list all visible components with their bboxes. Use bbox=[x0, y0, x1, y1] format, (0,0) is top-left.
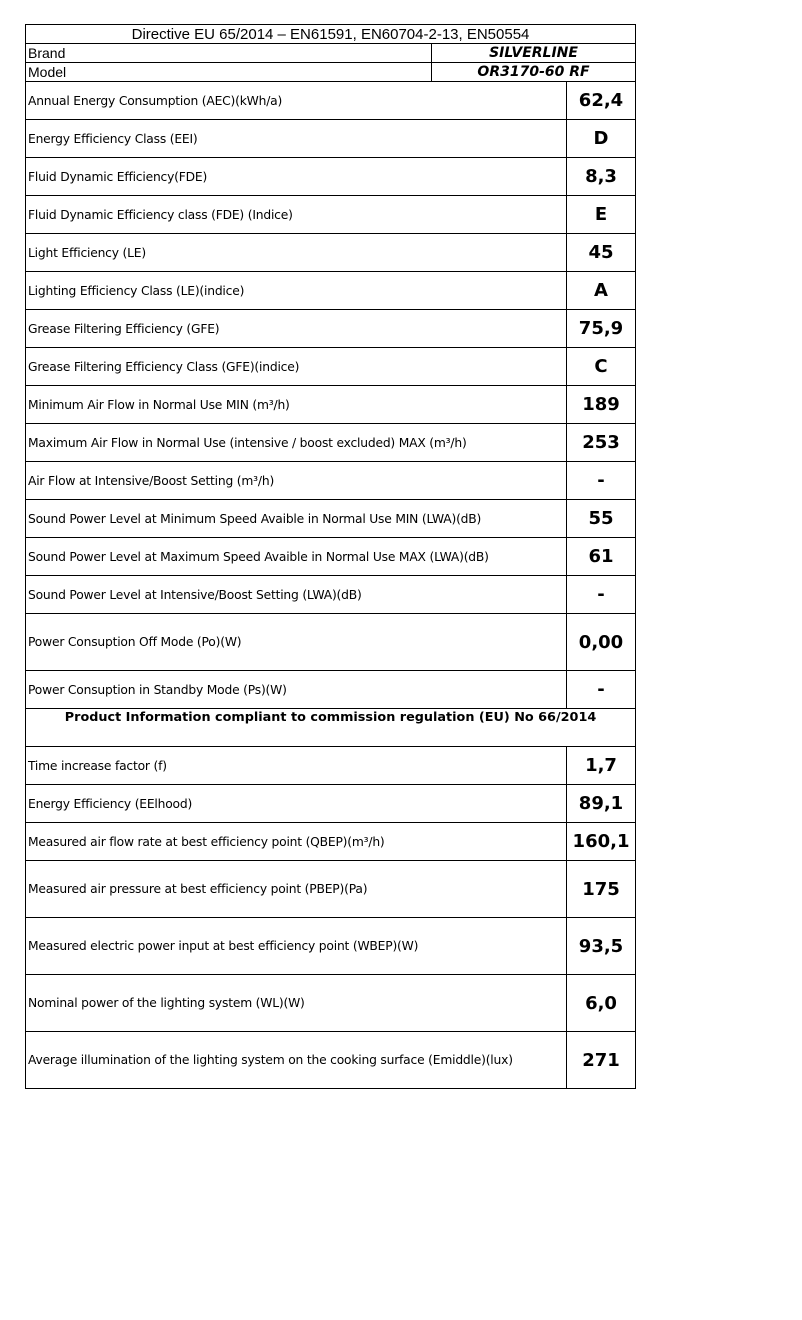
spec-value: 61 bbox=[567, 538, 636, 576]
spec-value: 175 bbox=[567, 861, 636, 918]
spec-label: Measured air pressure at best efficiency point (PBEP)(Pa) bbox=[26, 861, 567, 918]
spec-label: Grease Filtering Efficiency (GFE) bbox=[26, 310, 567, 348]
product-data-table bbox=[25, 24, 636, 1089]
spec-label: Sound Power Level at Intensive/Boost Setting (LWA)(dB) bbox=[26, 576, 567, 614]
model-value: OR3170-60 RF bbox=[432, 63, 636, 82]
spec-label: Average illumination of the lighting system on the cooking surface (Emiddle)(lux) bbox=[26, 1032, 567, 1089]
spec-row bbox=[26, 424, 636, 462]
product-data-sheet bbox=[25, 24, 635, 1089]
spec-label: Annual Energy Consumption (AEC)(kWh/a) bbox=[26, 82, 567, 120]
spec-value: - bbox=[567, 671, 636, 709]
spec-row bbox=[26, 671, 636, 709]
spec-value: 189 bbox=[567, 386, 636, 424]
spec-label: Fluid Dynamic Efficiency class (FDE) (Indice) bbox=[26, 196, 567, 234]
spec-value: 89,1 bbox=[567, 785, 636, 823]
spec-row bbox=[26, 918, 636, 975]
spec-row bbox=[26, 576, 636, 614]
spec-value: 271 bbox=[567, 1032, 636, 1089]
spec-label: Nominal power of the lighting system (WL)(W) bbox=[26, 975, 567, 1032]
spec-row bbox=[26, 614, 636, 671]
spec-value: 6,0 bbox=[567, 975, 636, 1032]
spec-row bbox=[26, 747, 636, 785]
spec-row bbox=[26, 500, 636, 538]
spec-value: 55 bbox=[567, 500, 636, 538]
spec-label: Measured air flow rate at best efficiency point (QBEP)(m³/h) bbox=[26, 823, 567, 861]
spec-value: D bbox=[567, 120, 636, 158]
spec-label: Sound Power Level at Minimum Speed Avaible in Normal Use MIN (LWA)(dB) bbox=[26, 500, 567, 538]
spec-row bbox=[26, 120, 636, 158]
spec-label: Time increase factor (f) bbox=[26, 747, 567, 785]
spec-label: Power Consuption Off Mode (Po)(W) bbox=[26, 614, 567, 671]
spec-row bbox=[26, 82, 636, 120]
spec-label: Energy Efficiency Class (EEI) bbox=[26, 120, 567, 158]
spec-row bbox=[26, 310, 636, 348]
directive-title: Directive EU 65/2014 – EN61591, EN60704-2-13, EN50554 bbox=[26, 25, 636, 44]
spec-row bbox=[26, 158, 636, 196]
spec-value: 93,5 bbox=[567, 918, 636, 975]
regulation-section-row bbox=[26, 709, 636, 747]
spec-row bbox=[26, 348, 636, 386]
spec-value: E bbox=[567, 196, 636, 234]
spec-row bbox=[26, 538, 636, 576]
spec-row bbox=[26, 1032, 636, 1089]
regulation-section-title: Product Information compliant to commission regulation (EU) No 66/2014 bbox=[26, 709, 636, 747]
brand-label: Brand bbox=[26, 44, 432, 63]
spec-label: Minimum Air Flow in Normal Use MIN (m³/h) bbox=[26, 386, 567, 424]
spec-value: - bbox=[567, 576, 636, 614]
spec-value: C bbox=[567, 348, 636, 386]
spec-row bbox=[26, 272, 636, 310]
spec-value: 62,4 bbox=[567, 82, 636, 120]
model-row bbox=[26, 63, 636, 82]
spec-row bbox=[26, 386, 636, 424]
spec-row bbox=[26, 785, 636, 823]
spec-label: Grease Filtering Efficiency Class (GFE)(indice) bbox=[26, 348, 567, 386]
brand-row bbox=[26, 44, 636, 63]
spec-label: Energy Efficiency (EElhood) bbox=[26, 785, 567, 823]
spec-value: 253 bbox=[567, 424, 636, 462]
spec-label: Power Consuption in Standby Mode (Ps)(W) bbox=[26, 671, 567, 709]
spec-value: 75,9 bbox=[567, 310, 636, 348]
spec-value: - bbox=[567, 462, 636, 500]
spec-value: 8,3 bbox=[567, 158, 636, 196]
spec-label: Measured electric power input at best efficiency point (WBEP)(W) bbox=[26, 918, 567, 975]
spec-row bbox=[26, 861, 636, 918]
model-label: Model bbox=[26, 63, 432, 82]
spec-row bbox=[26, 462, 636, 500]
spec-row bbox=[26, 823, 636, 861]
spec-value: 160,1 bbox=[567, 823, 636, 861]
spec-label: Maximum Air Flow in Normal Use (intensive / boost excluded) MAX (m³/h) bbox=[26, 424, 567, 462]
spec-value: 45 bbox=[567, 234, 636, 272]
spec-value: A bbox=[567, 272, 636, 310]
brand-value: SILVERLINE bbox=[432, 44, 636, 63]
spec-row bbox=[26, 975, 636, 1032]
directive-row bbox=[26, 25, 636, 44]
spec-row bbox=[26, 234, 636, 272]
spec-label: Lighting Efficiency Class (LE)(indice) bbox=[26, 272, 567, 310]
spec-label: Sound Power Level at Maximum Speed Avaible in Normal Use MAX (LWA)(dB) bbox=[26, 538, 567, 576]
spec-value: 0,00 bbox=[567, 614, 636, 671]
spec-label: Light Efficiency (LE) bbox=[26, 234, 567, 272]
spec-label: Fluid Dynamic Efficiency(FDE) bbox=[26, 158, 567, 196]
spec-row bbox=[26, 196, 636, 234]
spec-value: 1,7 bbox=[567, 747, 636, 785]
spec-label: Air Flow at Intensive/Boost Setting (m³/h) bbox=[26, 462, 567, 500]
